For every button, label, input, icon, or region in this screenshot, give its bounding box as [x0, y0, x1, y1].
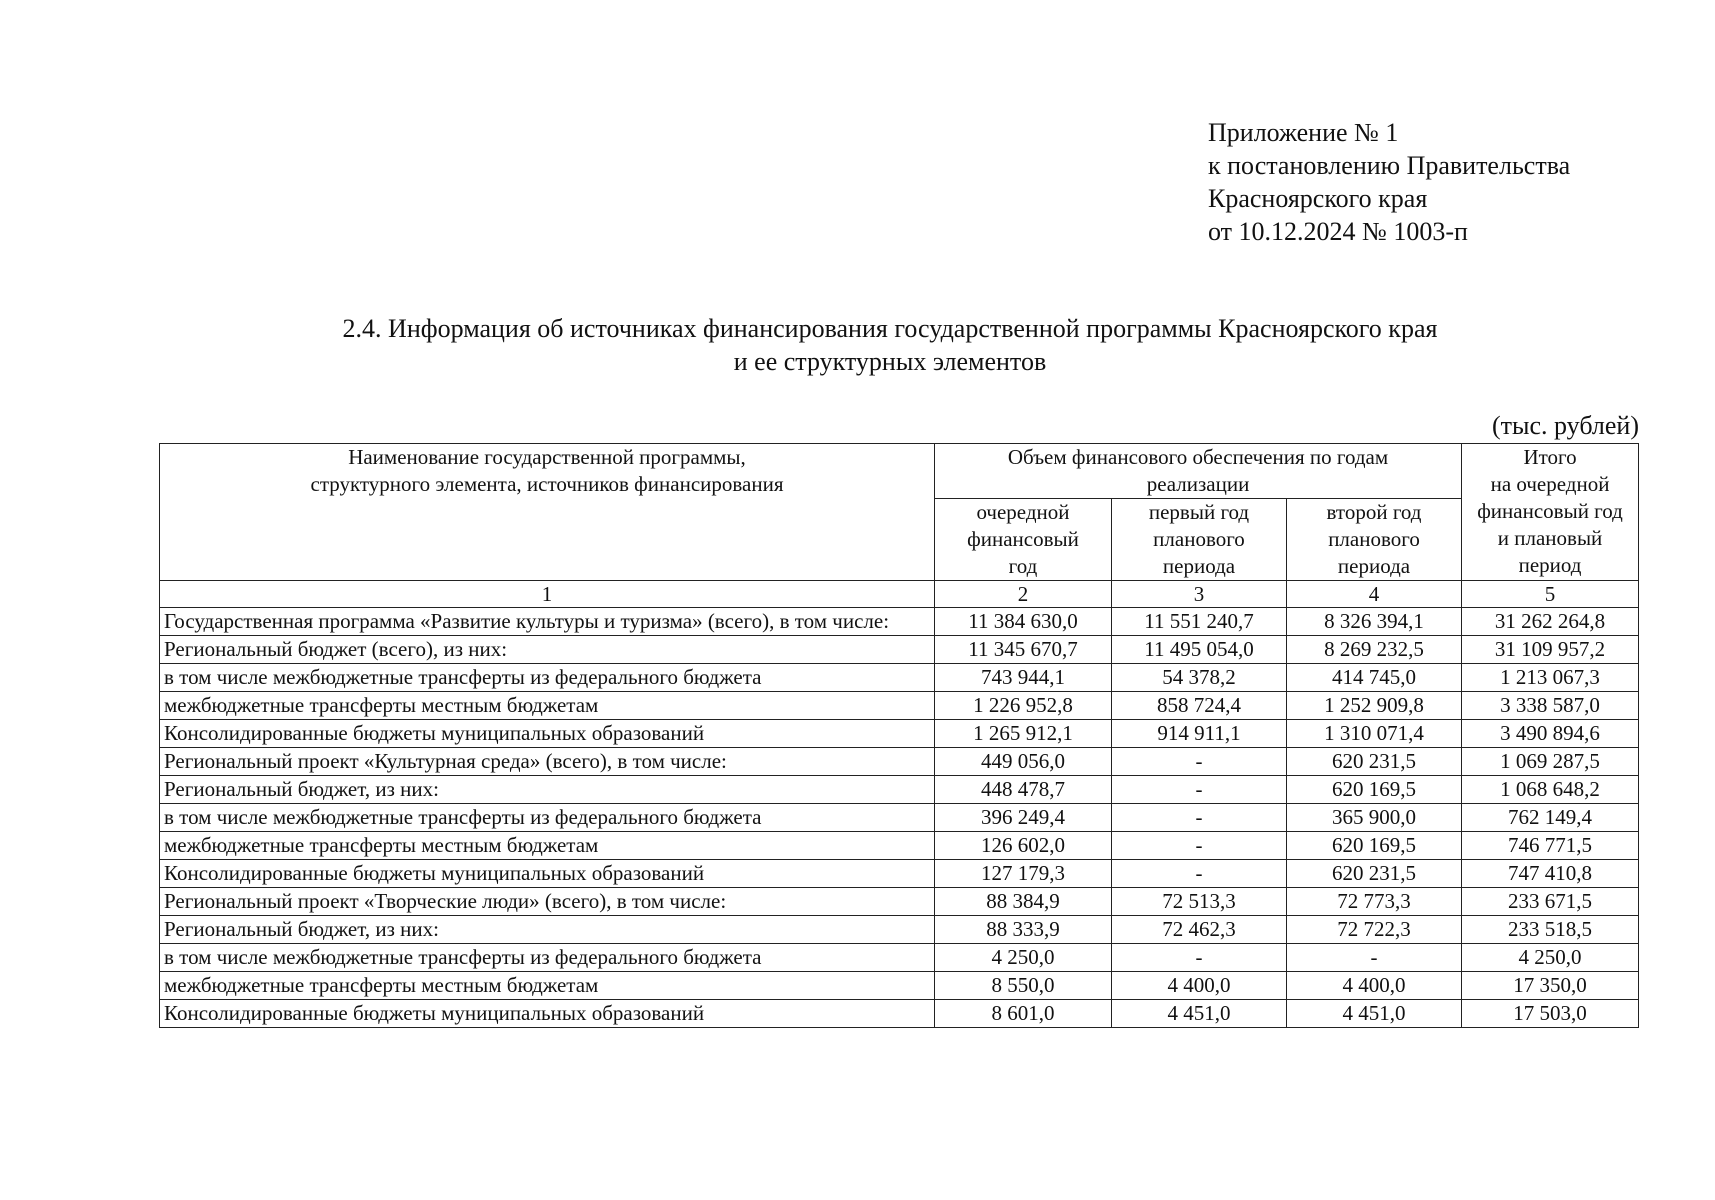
header-text: на очередной	[1490, 472, 1610, 496]
value-plan-year-2: 8 326 394,1	[1287, 608, 1462, 636]
annex-line: Красноярского края	[1208, 184, 1428, 213]
header-text: планового	[1328, 527, 1420, 551]
value-plan-year-1: -	[1112, 776, 1287, 804]
value-current-year: 11 345 670,7	[935, 636, 1112, 664]
header-text: Наименование государственной программы,	[348, 445, 746, 469]
value-total: 746 771,5	[1462, 832, 1639, 860]
table-row	[160, 748, 1639, 776]
value-total: 3 338 587,0	[1462, 692, 1639, 720]
row-name: Консолидированные бюджеты муниципальных образований	[160, 720, 935, 748]
column-index: 5	[1462, 581, 1639, 608]
value-plan-year-2: 620 169,5	[1287, 776, 1462, 804]
header-text: финансовый	[967, 527, 1079, 551]
value-plan-year-2: 1 252 909,8	[1287, 692, 1462, 720]
value-total: 233 671,5	[1462, 888, 1639, 916]
value-total: 17 503,0	[1462, 1000, 1639, 1028]
row-name: в том числе межбюджетные трансферты из федерального бюджета	[160, 944, 935, 972]
value-current-year: 449 056,0	[935, 748, 1112, 776]
table-row	[160, 1000, 1639, 1028]
table-row	[160, 832, 1639, 860]
value-current-year: 127 179,3	[935, 860, 1112, 888]
annex-line: Приложение № 1	[1208, 118, 1399, 147]
header-col4-cell	[1287, 499, 1462, 581]
table-row	[160, 916, 1639, 944]
value-plan-year-1: 54 378,2	[1112, 664, 1287, 692]
row-name: Консолидированные бюджеты муниципальных образований	[160, 860, 935, 888]
value-plan-year-2: 414 745,0	[1287, 664, 1462, 692]
header-name-cell	[160, 444, 935, 581]
value-current-year: 88 384,9	[935, 888, 1112, 916]
row-name: межбюджетные трансферты местным бюджетам	[160, 692, 935, 720]
value-total: 31 262 264,8	[1462, 608, 1639, 636]
header-text: Итого	[1523, 445, 1577, 469]
row-name: Региональный бюджет, из них:	[160, 916, 935, 944]
column-index-row	[160, 581, 1639, 608]
value-plan-year-2: 620 231,5	[1287, 748, 1462, 776]
row-name: в том числе межбюджетные трансферты из федерального бюджета	[160, 664, 935, 692]
value-current-year: 11 384 630,0	[935, 608, 1112, 636]
financing-table	[159, 443, 1639, 1028]
value-plan-year-1: 72 513,3	[1112, 888, 1287, 916]
row-name: Государственная программа «Развитие культуры и туризма» (всего), в том числе:	[160, 608, 935, 636]
value-plan-year-1: -	[1112, 804, 1287, 832]
annex-line: к постановлению Правительства	[1208, 151, 1571, 180]
value-current-year: 4 250,0	[935, 944, 1112, 972]
value-plan-year-2: 365 900,0	[1287, 804, 1462, 832]
value-total: 1 068 648,2	[1462, 776, 1639, 804]
table-row	[160, 608, 1639, 636]
header-col3-cell	[1112, 499, 1287, 581]
row-name: Консолидированные бюджеты муниципальных образований	[160, 1000, 935, 1028]
value-current-year: 8 601,0	[935, 1000, 1112, 1028]
header-text: Объем финансового обеспечения по годам	[1007, 445, 1389, 469]
column-index: 3	[1112, 581, 1287, 608]
value-total: 3 490 894,6	[1462, 720, 1639, 748]
value-total: 1 069 287,5	[1462, 748, 1639, 776]
value-current-year: 88 333,9	[935, 916, 1112, 944]
header-text: периода	[1162, 554, 1236, 578]
value-plan-year-1: -	[1112, 860, 1287, 888]
value-plan-year-2: 620 169,5	[1287, 832, 1462, 860]
value-plan-year-2: 8 269 232,5	[1287, 636, 1462, 664]
value-total: 17 350,0	[1462, 972, 1639, 1000]
row-name: Региональный проект «Творческие люди» (всего), в том числе:	[160, 888, 935, 916]
value-plan-year-2: 1 310 071,4	[1287, 720, 1462, 748]
value-current-year: 8 550,0	[935, 972, 1112, 1000]
table-row	[160, 636, 1639, 664]
header-text: период	[1518, 553, 1582, 577]
value-plan-year-1: 914 911,1	[1112, 720, 1287, 748]
value-current-year: 396 249,4	[935, 804, 1112, 832]
header-text: первый год	[1148, 500, 1250, 524]
row-name: Региональный проект «Культурная среда» (всего), в том числе:	[160, 748, 935, 776]
value-current-year: 126 602,0	[935, 832, 1112, 860]
table-row	[160, 720, 1639, 748]
value-plan-year-2: 4 400,0	[1287, 972, 1462, 1000]
header-text: финансовый год	[1477, 499, 1623, 523]
table-row	[160, 972, 1639, 1000]
value-total: 747 410,8	[1462, 860, 1639, 888]
value-current-year: 1 226 952,8	[935, 692, 1112, 720]
header-text: структурного элемента, источников финансирования	[310, 472, 784, 496]
value-total: 4 250,0	[1462, 944, 1639, 972]
annex-line: от 10.12.2024 № 1003-п	[1208, 217, 1468, 246]
row-name: в том числе межбюджетные трансферты из федерального бюджета	[160, 804, 935, 832]
value-plan-year-2: -	[1287, 944, 1462, 972]
annex-block	[1208, 116, 1570, 248]
header-text: второй год	[1326, 500, 1422, 524]
table-row	[160, 860, 1639, 888]
header-text: реализации	[1146, 472, 1250, 496]
column-index: 2	[935, 581, 1112, 608]
row-name: межбюджетные трансферты местным бюджетам	[160, 832, 935, 860]
value-plan-year-1: -	[1112, 748, 1287, 776]
header-col2-cell	[935, 499, 1112, 581]
title-line: 2.4. Информация об источниках финансирования государственной программы Красноярского края	[342, 314, 1438, 343]
value-plan-year-2: 72 773,3	[1287, 888, 1462, 916]
value-current-year: 448 478,7	[935, 776, 1112, 804]
value-plan-year-1: 72 462,3	[1112, 916, 1287, 944]
value-total: 31 109 957,2	[1462, 636, 1639, 664]
header-text: год	[1008, 554, 1038, 578]
value-plan-year-1: 4 400,0	[1112, 972, 1287, 1000]
row-name: Региональный бюджет (всего), из них:	[160, 636, 935, 664]
header-text: периода	[1337, 554, 1411, 578]
value-total: 762 149,4	[1462, 804, 1639, 832]
header-text: очередной	[976, 500, 1070, 524]
value-plan-year-1: -	[1112, 944, 1287, 972]
document-title	[150, 312, 1630, 378]
unit-label: (тыс. рублей)	[1491, 411, 1639, 440]
header-volume-cell	[935, 444, 1462, 499]
row-name: межбюджетные трансферты местным бюджетам	[160, 972, 935, 1000]
header-text: и плановый	[1497, 526, 1603, 550]
value-total: 1 213 067,3	[1462, 664, 1639, 692]
column-index: 4	[1287, 581, 1462, 608]
value-total: 233 518,5	[1462, 916, 1639, 944]
value-current-year: 743 944,1	[935, 664, 1112, 692]
title-line: и ее структурных элементов	[733, 347, 1047, 376]
table-row	[160, 944, 1639, 972]
value-plan-year-2: 4 451,0	[1287, 1000, 1462, 1028]
table-row	[160, 664, 1639, 692]
value-plan-year-1: 858 724,4	[1112, 692, 1287, 720]
header-total-cell	[1462, 444, 1639, 581]
table-row	[160, 804, 1639, 832]
value-plan-year-2: 620 231,5	[1287, 860, 1462, 888]
value-plan-year-2: 72 722,3	[1287, 916, 1462, 944]
value-plan-year-1: 11 551 240,7	[1112, 608, 1287, 636]
table-row	[160, 692, 1639, 720]
table-row	[160, 888, 1639, 916]
value-plan-year-1: -	[1112, 832, 1287, 860]
header-text: планового	[1153, 527, 1245, 551]
column-index: 1	[160, 581, 935, 608]
value-current-year: 1 265 912,1	[935, 720, 1112, 748]
row-name: Региональный бюджет, из них:	[160, 776, 935, 804]
table-row	[160, 776, 1639, 804]
value-plan-year-1: 4 451,0	[1112, 1000, 1287, 1028]
value-plan-year-1: 11 495 054,0	[1112, 636, 1287, 664]
